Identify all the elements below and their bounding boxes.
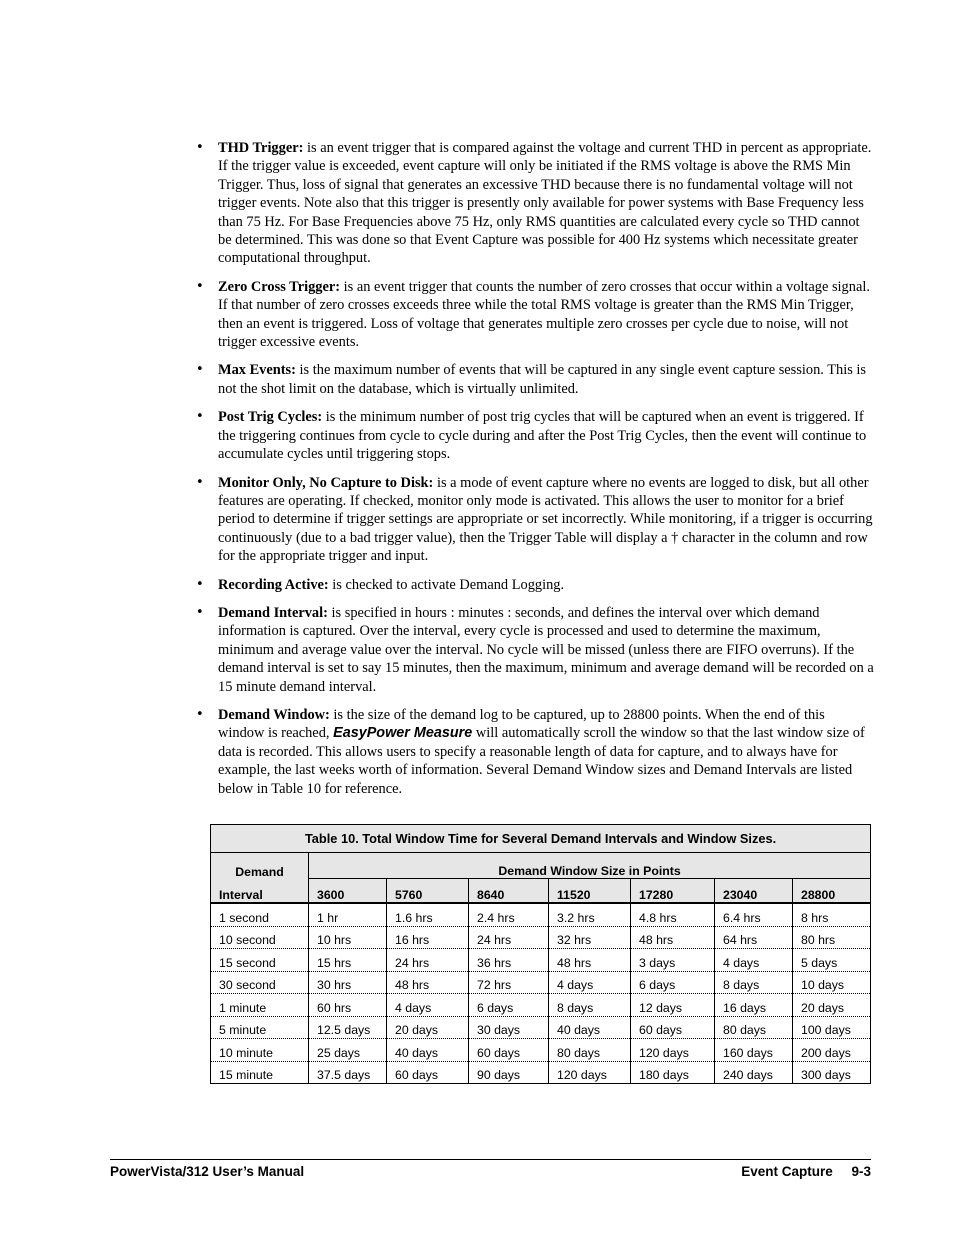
bullet-zero-cross-trigger <box>194 278 874 352</box>
bullet-demand-interval <box>194 604 874 696</box>
term: Zero Cross Trigger: <box>218 278 341 295</box>
window-time-cell: 64 hrs <box>715 926 793 949</box>
window-time-cell: 120 days <box>549 1061 631 1084</box>
bullet-recording-active <box>194 576 874 594</box>
window-time-cell: 10 days <box>793 971 871 994</box>
definition: is specified in hours : minutes : seconds, and defines the interval over which demand information is captured. Over the interval, every cycle is processed and used to determine the maximum, minimum and average value over the interval. No cycle will be missed (unless there are FIFO overruns). If the demand interval is set to say 15 minutes, then the maximum, minimum and average demand will be recorded on a 15 minute demand interval. <box>218 604 874 695</box>
term: Demand Window: <box>218 706 330 723</box>
term: Max Events: <box>218 362 296 379</box>
table-row <box>211 903 871 926</box>
term: Post Trig Cycles: <box>218 409 323 426</box>
window-time-cell: 32 hrs <box>549 926 631 949</box>
interval-cell: 1 second <box>211 903 309 926</box>
window-time-cell: 8 hrs <box>793 903 871 926</box>
window-time-cell: 60 days <box>469 1039 549 1062</box>
window-time-cell: 30 hrs <box>309 971 387 994</box>
size-header: 5760 <box>387 879 469 904</box>
window-time-cell: 48 hrs <box>387 971 469 994</box>
window-time-cell: 6 days <box>469 994 549 1017</box>
window-time-cell: 24 hrs <box>387 949 469 972</box>
interval-cell: 5 minute <box>211 1016 309 1039</box>
table-header-row-2 <box>211 879 871 904</box>
size-header: 3600 <box>309 879 387 904</box>
window-time-cell: 4 days <box>387 994 469 1017</box>
window-time-cell: 20 days <box>793 994 871 1017</box>
window-time-cell: 90 days <box>469 1061 549 1084</box>
window-time-cell: 20 days <box>387 1016 469 1039</box>
window-time-cell: 4 days <box>715 949 793 972</box>
bullet-monitor-only <box>194 474 874 566</box>
interval-header: Interval <box>211 879 309 904</box>
window-time-cell: 8 days <box>549 994 631 1017</box>
interval-cell: 30 second <box>211 971 309 994</box>
window-time-cell: 5 days <box>793 949 871 972</box>
table-header-row-1 <box>211 853 871 879</box>
table-caption: Table 10. Total Window Time for Several Demand Intervals and Window Sizes. <box>211 825 871 853</box>
window-time-cell: 6 days <box>631 971 715 994</box>
window-time-cell: 60 days <box>631 1016 715 1039</box>
definition: is checked to activate Demand Logging. <box>328 576 565 593</box>
window-time-cell: 1 hr <box>309 903 387 926</box>
demand-header: Demand <box>211 853 309 879</box>
size-header: 8640 <box>469 879 549 904</box>
interval-cell: 1 minute <box>211 994 309 1017</box>
window-time-cell: 25 days <box>309 1039 387 1062</box>
window-size-header: Demand Window Size in Points <box>309 853 871 879</box>
demand-window-table <box>210 824 871 1084</box>
manual-title: PowerVista/312 User’s Manual <box>110 1164 305 1179</box>
body-text <box>194 139 874 808</box>
term: Monitor Only, No Capture to Disk: <box>218 474 434 491</box>
window-time-cell: 100 days <box>793 1016 871 1039</box>
definition: is an event trigger that is compared against the voltage and current THD in percent as appropriate. If the trigger value is exceeded, event capture will only be initiated if the RMS voltage is above the RMS Min Trigger. Thus, loss of signal that generates an excessive THD because there is no fundamental voltage will not trigger events. Note also that this trigger is presently only available for power systems with Base Frequency less than 75 Hz. For Base Frequencies above 75 Hz, only RMS quantities are calculated every cycle so THD cannot be determined. This was done so that Event Capture was possible for 400 Hz systems which necessitate greater computational throughput. <box>218 140 872 267</box>
bullet-demand-window <box>194 706 874 798</box>
window-time-cell: 12 days <box>631 994 715 1017</box>
window-time-cell: 16 hrs <box>387 926 469 949</box>
window-time-cell: 40 days <box>387 1039 469 1062</box>
window-time-cell: 4 days <box>549 971 631 994</box>
definition: is the size of the demand log to be captured, up to 28800 points. When the end of this window is reached, <box>218 706 825 742</box>
term: Demand Interval: <box>218 604 328 621</box>
table-row <box>211 926 871 949</box>
window-time-cell: 15 hrs <box>309 949 387 972</box>
size-header: 11520 <box>549 879 631 904</box>
window-time-cell: 80 days <box>715 1016 793 1039</box>
interval-cell: 15 minute <box>211 1061 309 1084</box>
table-10 <box>210 824 870 1084</box>
page-footer <box>110 1159 871 1179</box>
window-time-cell: 60 days <box>387 1061 469 1084</box>
window-time-cell: 3 days <box>631 949 715 972</box>
window-time-cell: 180 days <box>631 1061 715 1084</box>
window-time-cell: 37.5 days <box>309 1061 387 1084</box>
window-time-cell: 240 days <box>715 1061 793 1084</box>
table-row <box>211 1061 871 1084</box>
term: Recording Active: <box>218 576 329 593</box>
interval-cell: 15 second <box>211 949 309 972</box>
window-time-cell: 48 hrs <box>631 926 715 949</box>
definition: is an event trigger that counts the number of zero crosses that occur within a voltage signal. If that number of zero crosses exceeds three while the total RMS voltage is greater than the RMS Min Trigger, then an event is triggered. Loss of voltage that generates multiple zero crosses per cycle due to noise, will not trigger excessive events. <box>218 278 870 351</box>
window-time-cell: 1.6 hrs <box>387 903 469 926</box>
window-time-cell: 3.2 hrs <box>549 903 631 926</box>
table-row <box>211 971 871 994</box>
window-time-cell: 2.4 hrs <box>469 903 549 926</box>
window-time-cell: 24 hrs <box>469 926 549 949</box>
size-header: 23040 <box>715 879 793 904</box>
window-time-cell: 200 days <box>793 1039 871 1062</box>
section-page-number: Event Capture 9-3 <box>741 1164 871 1179</box>
window-time-cell: 10 hrs <box>309 926 387 949</box>
table-row <box>211 1039 871 1062</box>
definition: will automatically scroll the window so that the last window size of data is recorded. This allows users to specify a reasonable length of data for capture, and to always have for example, the last weeks worth of information. Several Demand Window sizes and Demand Intervals are listed below in Table 10 for reference. <box>218 725 865 797</box>
definition: is the minimum number of post trig cycles that will be captured when an event is triggered. If the triggering continues from cycle to cycle during and after the Post Trig Cycles, then the event will continue to accumulate cycles until triggering stops. <box>218 409 867 463</box>
window-time-cell: 40 days <box>549 1016 631 1039</box>
window-time-cell: 80 hrs <box>793 926 871 949</box>
table-caption-row <box>211 825 871 853</box>
window-time-cell: 72 hrs <box>469 971 549 994</box>
window-time-cell: 80 days <box>549 1039 631 1062</box>
product-name: EasyPower Measure <box>333 725 473 742</box>
window-time-cell: 60 hrs <box>309 994 387 1017</box>
window-time-cell: 30 days <box>469 1016 549 1039</box>
table-row <box>211 949 871 972</box>
table-row <box>211 1016 871 1039</box>
table-row <box>211 994 871 1017</box>
size-header: 17280 <box>631 879 715 904</box>
definition-list <box>194 139 874 798</box>
definition: is the maximum number of events that will be captured in any single event capture session. This is not the shot limit on the database, which is virtually unlimited. <box>218 362 866 397</box>
window-time-cell: 16 days <box>715 994 793 1017</box>
window-time-cell: 48 hrs <box>549 949 631 972</box>
window-time-cell: 120 days <box>631 1039 715 1062</box>
window-time-cell: 12.5 days <box>309 1016 387 1039</box>
interval-cell: 10 minute <box>211 1039 309 1062</box>
size-header: 28800 <box>793 879 871 904</box>
bullet-max-events <box>194 361 874 398</box>
interval-cell: 10 second <box>211 926 309 949</box>
definition: is a mode of event capture where no events are logged to disk, but all other features are operating. If checked, monitor only mode is activated. This allows the user to monitor for a brief period to determine if trigger settings are appropriate or set incorrectly. While monitoring, if a trigger is occurring continuously (due to a bad trigger value), then the Trigger Table will display a † character in the column and row for the appropriate trigger and input. <box>218 474 873 565</box>
bullet-post-trig-cycles <box>194 408 874 463</box>
bullet-thd-trigger <box>194 139 874 268</box>
window-time-cell: 8 days <box>715 971 793 994</box>
window-time-cell: 300 days <box>793 1061 871 1084</box>
window-time-cell: 6.4 hrs <box>715 903 793 926</box>
window-time-cell: 36 hrs <box>469 949 549 972</box>
window-time-cell: 160 days <box>715 1039 793 1062</box>
term: THD Trigger: <box>218 140 304 156</box>
window-time-cell: 4.8 hrs <box>631 903 715 926</box>
